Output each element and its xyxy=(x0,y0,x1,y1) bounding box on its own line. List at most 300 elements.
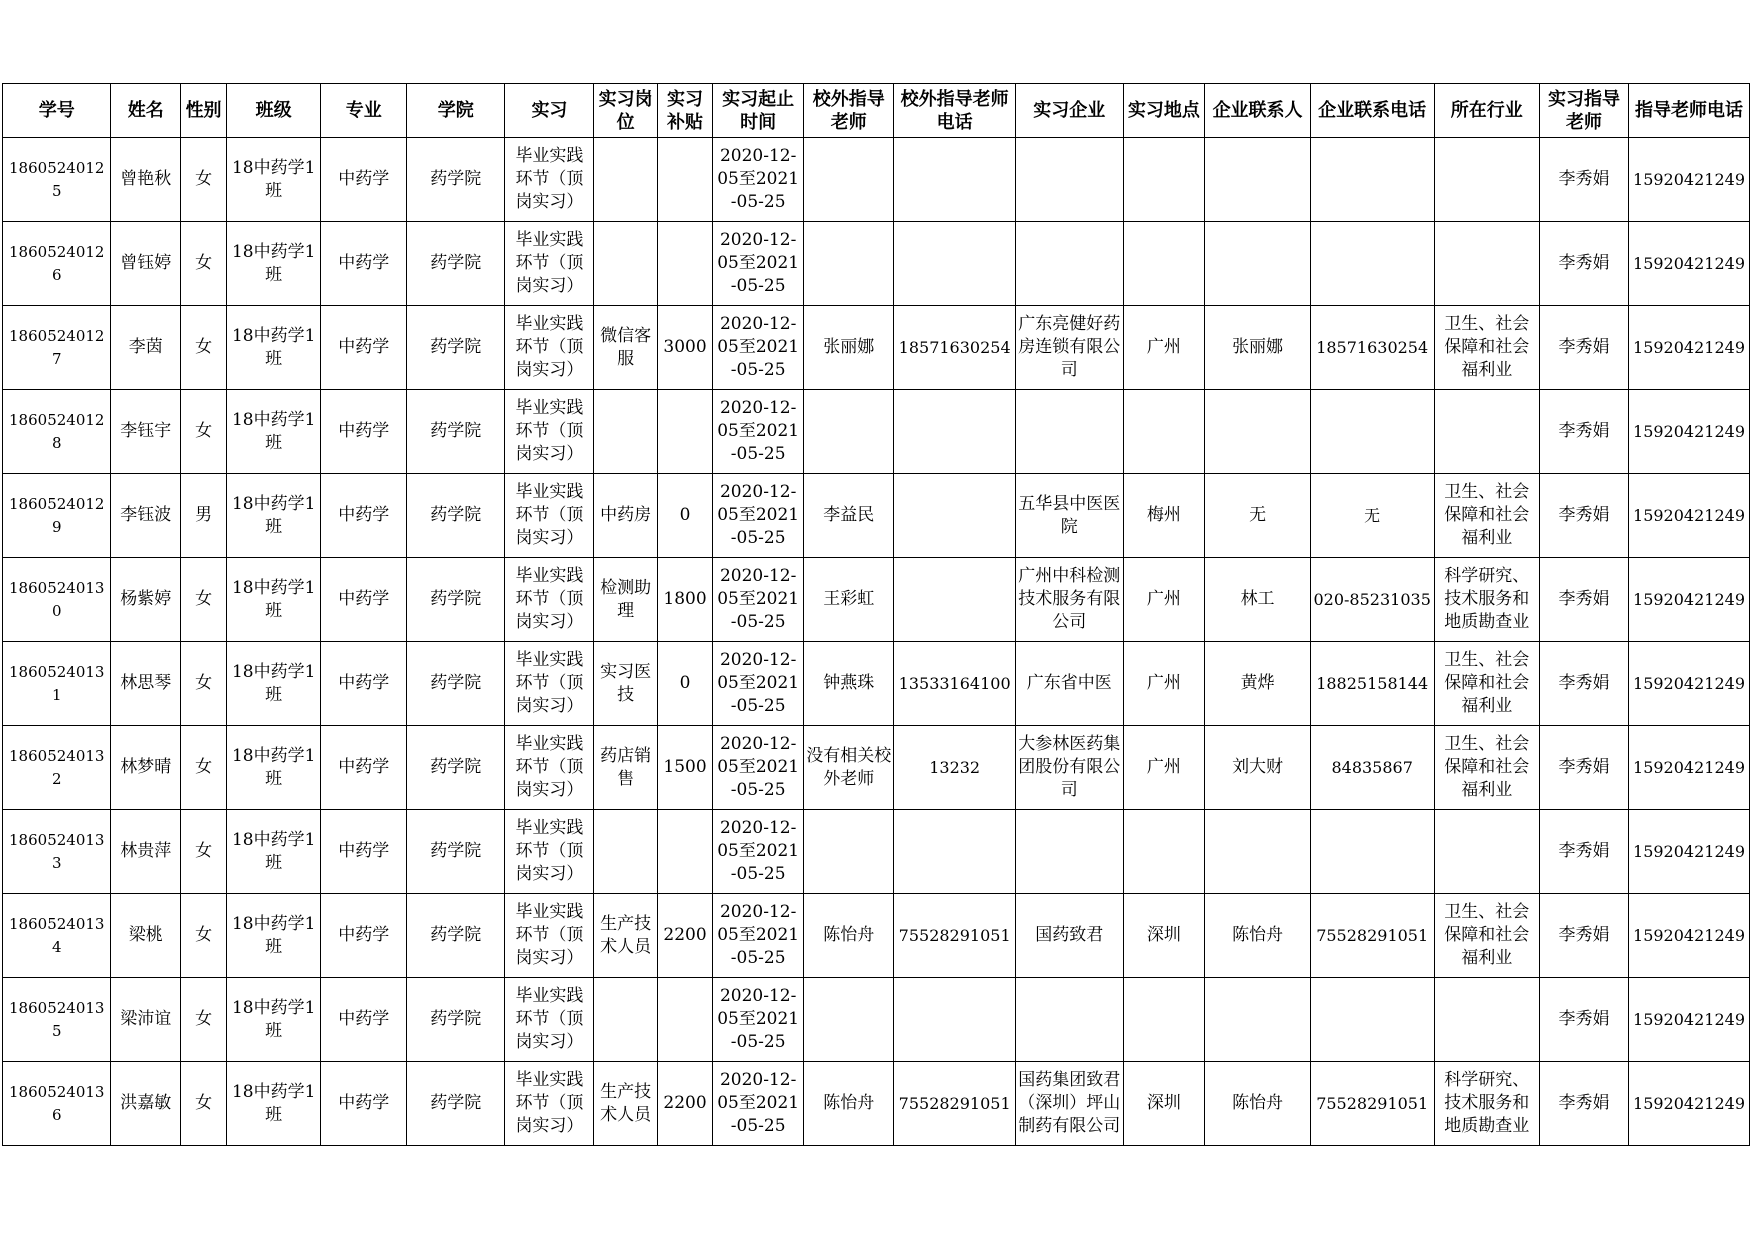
cell-name xyxy=(111,726,181,810)
header-advisor-phone: 指导老师电话 xyxy=(1629,84,1750,138)
cell-text: 2200 xyxy=(663,1093,707,1113)
header-college: 学院 xyxy=(407,84,505,138)
cell-name xyxy=(111,810,181,894)
cell-text: 刘大财 xyxy=(1232,757,1284,777)
cell-text: 18中药学1班 xyxy=(231,157,316,201)
cell-college xyxy=(407,810,505,894)
cell-ext-advisor-phone xyxy=(894,810,1016,894)
cell-text: 75528291051 xyxy=(898,926,1011,945)
cell-position xyxy=(594,978,657,1062)
cell-position xyxy=(594,642,657,726)
cell-advisor-phone xyxy=(1629,978,1750,1062)
cell-period xyxy=(713,474,804,558)
cell-text: 卫生、社会保障和社会福利业 xyxy=(1444,734,1530,800)
cell-ext-advisor-phone xyxy=(894,894,1016,978)
cell-text: 陈怡舟 xyxy=(823,925,875,945)
cell-text: 李秀娟 xyxy=(1558,1093,1610,1113)
cell-text: 18605240136 xyxy=(9,1082,105,1124)
cell-subsidy xyxy=(657,558,712,642)
cell-position xyxy=(594,1062,657,1146)
cell-text: 2020-12-05至2021-05-25 xyxy=(717,566,800,632)
header-position: 实习岗位 xyxy=(594,84,657,138)
cell-contact-phone xyxy=(1310,474,1434,558)
cell-text: 15920421249 xyxy=(1633,1010,1745,1029)
cell-text: 林贵萍 xyxy=(120,841,172,861)
cell-text: 深圳 xyxy=(1146,925,1181,945)
cell-text: 毕业实践环节（顶岗实习） xyxy=(515,1070,584,1136)
cell-college xyxy=(407,390,505,474)
cell-text: 陈怡舟 xyxy=(823,1093,875,1113)
cell-class xyxy=(227,978,321,1062)
cell-text: 18中药学1班 xyxy=(231,493,316,537)
cell-text: 毕业实践环节（顶岗实习） xyxy=(515,986,584,1052)
cell-text: 毕业实践环节（顶岗实习） xyxy=(515,902,584,968)
cell-text: 药学院 xyxy=(430,1093,482,1113)
cell-text: 1500 xyxy=(663,757,707,777)
cell-text: 广东省中医 xyxy=(1026,673,1112,693)
cell-text: 李秀娟 xyxy=(1558,505,1610,525)
cell-gender xyxy=(181,726,227,810)
cell-text: 1800 xyxy=(663,589,707,609)
cell-gender xyxy=(181,138,227,222)
cell-period xyxy=(713,222,804,306)
cell-name xyxy=(111,1062,181,1146)
cell-name xyxy=(111,978,181,1062)
table-row xyxy=(3,726,1750,810)
cell-industry xyxy=(1434,558,1539,642)
cell-text: 2020-12-05至2021-05-25 xyxy=(717,314,800,380)
cell-text: 女 xyxy=(195,673,213,693)
cell-text: 李钰宇 xyxy=(120,421,172,441)
cell-advisor-phone xyxy=(1629,810,1750,894)
cell-gender xyxy=(181,978,227,1062)
cell-company xyxy=(1016,894,1123,978)
cell-period xyxy=(713,558,804,642)
cell-text: 18中药学1班 xyxy=(231,997,316,1041)
cell-industry xyxy=(1434,894,1539,978)
cell-text: 18605240131 xyxy=(9,662,105,704)
cell-text: 李秀娟 xyxy=(1558,589,1610,609)
cell-company xyxy=(1016,222,1123,306)
cell-text: 18605240132 xyxy=(9,746,105,788)
cell-text: 实习医技 xyxy=(600,661,652,705)
internship-table xyxy=(2,83,1750,1146)
cell-college xyxy=(407,726,505,810)
table-row xyxy=(3,138,1750,222)
cell-text: 卫生、社会保障和社会福利业 xyxy=(1444,902,1530,968)
cell-ext-advisor xyxy=(804,390,894,474)
cell-text: 药学院 xyxy=(430,253,482,273)
cell-text: 15920421249 xyxy=(1633,758,1745,777)
cell-class xyxy=(227,474,321,558)
cell-major xyxy=(321,978,407,1062)
cell-period xyxy=(713,306,804,390)
cell-advisor-phone xyxy=(1629,306,1750,390)
cell-text: 药学院 xyxy=(430,589,482,609)
cell-gender xyxy=(181,474,227,558)
cell-company xyxy=(1016,642,1123,726)
cell-text: 15920421249 xyxy=(1633,842,1745,861)
header-gender: 性别 xyxy=(181,84,227,138)
cell-major xyxy=(321,474,407,558)
cell-class xyxy=(227,138,321,222)
cell-internship xyxy=(505,978,594,1062)
cell-text: 检测助理 xyxy=(600,577,652,621)
cell-text: 毕业实践环节（顶岗实习） xyxy=(515,482,584,548)
cell-text: 林梦晴 xyxy=(120,757,172,777)
cell-internship xyxy=(505,390,594,474)
cell-text: 女 xyxy=(195,421,213,441)
cell-text: 中药学 xyxy=(338,337,390,357)
cell-text: 李秀娟 xyxy=(1558,169,1610,189)
cell-text: 李秀娟 xyxy=(1558,337,1610,357)
cell-text: 洪嘉敏 xyxy=(120,1093,172,1113)
cell-text: 李秀娟 xyxy=(1558,841,1610,861)
cell-period xyxy=(713,642,804,726)
cell-text: 女 xyxy=(195,1093,213,1113)
header-contact: 企业联系人 xyxy=(1205,84,1310,138)
cell-college xyxy=(407,306,505,390)
cell-company xyxy=(1016,810,1123,894)
cell-text: 18中药学1班 xyxy=(231,1081,316,1125)
cell-location xyxy=(1123,978,1205,1062)
cell-advisor xyxy=(1540,558,1629,642)
cell-text: 18中药学1班 xyxy=(231,577,316,621)
cell-ext-advisor-phone xyxy=(894,138,1016,222)
cell-text: 药学院 xyxy=(430,1009,482,1029)
cell-major xyxy=(321,390,407,474)
cell-gender xyxy=(181,390,227,474)
cell-student-id xyxy=(3,978,111,1062)
cell-contact xyxy=(1205,558,1310,642)
cell-text: 女 xyxy=(195,253,213,273)
cell-class xyxy=(227,558,321,642)
cell-industry xyxy=(1434,390,1539,474)
cell-location xyxy=(1123,222,1205,306)
cell-text: 毕业实践环节（顶岗实习） xyxy=(515,146,584,212)
header-name: 姓名 xyxy=(111,84,181,138)
cell-text: 18605240129 xyxy=(9,494,105,536)
cell-text: 卫生、社会保障和社会福利业 xyxy=(1444,482,1530,548)
header-location: 实习地点 xyxy=(1123,84,1205,138)
cell-contact-phone xyxy=(1310,894,1434,978)
cell-text: 中药学 xyxy=(338,421,390,441)
cell-subsidy xyxy=(657,306,712,390)
cell-location xyxy=(1123,138,1205,222)
cell-subsidy xyxy=(657,894,712,978)
cell-advisor-phone xyxy=(1629,474,1750,558)
cell-text: 毕业实践环节（顶岗实习） xyxy=(515,230,584,296)
cell-text: 没有相关校外老师 xyxy=(806,745,892,789)
cell-text: 女 xyxy=(195,1009,213,1029)
cell-student-id xyxy=(3,222,111,306)
cell-industry xyxy=(1434,642,1539,726)
cell-position xyxy=(594,138,657,222)
cell-gender xyxy=(181,810,227,894)
table-row xyxy=(3,810,1750,894)
cell-name xyxy=(111,306,181,390)
cell-student-id xyxy=(3,726,111,810)
header-period: 实习起止时间 xyxy=(713,84,804,138)
cell-text: 13232 xyxy=(929,758,981,777)
cell-text: 15920421249 xyxy=(1633,338,1745,357)
cell-contact-phone xyxy=(1310,222,1434,306)
table-row xyxy=(3,474,1750,558)
cell-text: 中药学 xyxy=(338,925,390,945)
cell-industry xyxy=(1434,474,1539,558)
cell-subsidy xyxy=(657,978,712,1062)
cell-industry xyxy=(1434,726,1539,810)
cell-major xyxy=(321,810,407,894)
cell-ext-advisor-phone xyxy=(894,306,1016,390)
cell-text: 15920421249 xyxy=(1633,1094,1745,1113)
cell-ext-advisor xyxy=(804,306,894,390)
cell-college xyxy=(407,558,505,642)
cell-text: 广州 xyxy=(1146,589,1181,609)
cell-text: 2020-12-05至2021-05-25 xyxy=(717,230,800,296)
cell-college xyxy=(407,1062,505,1146)
cell-gender xyxy=(181,306,227,390)
table-row xyxy=(3,894,1750,978)
cell-text: 0 xyxy=(679,505,691,525)
cell-subsidy xyxy=(657,1062,712,1146)
cell-major xyxy=(321,306,407,390)
cell-text: 毕业实践环节（顶岗实习） xyxy=(515,818,584,884)
cell-text: 毕业实践环节（顶岗实习） xyxy=(515,734,584,800)
cell-text: 18605240130 xyxy=(9,578,105,620)
cell-student-id xyxy=(3,894,111,978)
cell-advisor xyxy=(1540,390,1629,474)
cell-subsidy xyxy=(657,642,712,726)
cell-location xyxy=(1123,894,1205,978)
cell-text: 王彩虹 xyxy=(823,589,875,609)
table-row xyxy=(3,978,1750,1062)
cell-internship xyxy=(505,222,594,306)
cell-ext-advisor xyxy=(804,642,894,726)
table-body xyxy=(3,138,1750,1146)
cell-advisor xyxy=(1540,726,1629,810)
cell-position xyxy=(594,726,657,810)
cell-text: 18中药学1班 xyxy=(231,325,316,369)
cell-college xyxy=(407,978,505,1062)
cell-period xyxy=(713,894,804,978)
cell-text: 李秀娟 xyxy=(1558,757,1610,777)
cell-text: 2200 xyxy=(663,925,707,945)
cell-position xyxy=(594,390,657,474)
cell-internship xyxy=(505,894,594,978)
cell-advisor-phone xyxy=(1629,726,1750,810)
cell-text: 中药学 xyxy=(338,169,390,189)
cell-text: 无 xyxy=(1249,505,1267,525)
header-ext-advisor-phone: 校外指导老师电话 xyxy=(894,84,1016,138)
cell-advisor-phone xyxy=(1629,1062,1750,1146)
cell-ext-advisor xyxy=(804,558,894,642)
cell-text: 中药学 xyxy=(338,673,390,693)
cell-company xyxy=(1016,558,1123,642)
cell-text: 中药学 xyxy=(338,505,390,525)
cell-position xyxy=(594,306,657,390)
cell-text: 18605240125 xyxy=(9,158,105,200)
cell-major xyxy=(321,222,407,306)
cell-text: 微信客服 xyxy=(600,325,652,369)
cell-internship xyxy=(505,726,594,810)
cell-text: 18中药学1班 xyxy=(231,409,316,453)
cell-text: 18中药学1班 xyxy=(231,829,316,873)
cell-text: 梅州 xyxy=(1146,505,1181,525)
cell-advisor-phone xyxy=(1629,222,1750,306)
cell-internship xyxy=(505,306,594,390)
cell-class xyxy=(227,390,321,474)
cell-company xyxy=(1016,978,1123,1062)
cell-internship xyxy=(505,558,594,642)
header-company: 实习企业 xyxy=(1016,84,1123,138)
cell-text: 陈怡舟 xyxy=(1232,925,1284,945)
cell-text: 李秀娟 xyxy=(1558,253,1610,273)
cell-advisor-phone xyxy=(1629,390,1750,474)
cell-industry xyxy=(1434,306,1539,390)
cell-ext-advisor xyxy=(804,810,894,894)
cell-text: 药学院 xyxy=(430,169,482,189)
cell-internship xyxy=(505,642,594,726)
cell-company xyxy=(1016,474,1123,558)
cell-text: 18605240126 xyxy=(9,242,105,284)
cell-text: 13533164100 xyxy=(898,674,1011,693)
cell-text: 广州 xyxy=(1146,757,1181,777)
cell-text: 陈怡舟 xyxy=(1232,1093,1284,1113)
cell-subsidy xyxy=(657,726,712,810)
cell-text: 18605240134 xyxy=(9,914,105,956)
cell-text: 18中药学1班 xyxy=(231,913,316,957)
cell-ext-advisor xyxy=(804,474,894,558)
cell-location xyxy=(1123,558,1205,642)
cell-ext-advisor xyxy=(804,726,894,810)
cell-text: 15920421249 xyxy=(1633,590,1745,609)
cell-class xyxy=(227,726,321,810)
cell-gender xyxy=(181,558,227,642)
cell-gender xyxy=(181,642,227,726)
cell-location xyxy=(1123,306,1205,390)
cell-location xyxy=(1123,642,1205,726)
cell-internship xyxy=(505,474,594,558)
cell-text: 020-85231035 xyxy=(1313,590,1431,609)
cell-major xyxy=(321,726,407,810)
cell-text: 毕业实践环节（顶岗实习） xyxy=(515,314,584,380)
cell-contact xyxy=(1205,726,1310,810)
cell-advisor xyxy=(1540,1062,1629,1146)
cell-text: 18中药学1班 xyxy=(231,241,316,285)
cell-ext-advisor xyxy=(804,1062,894,1146)
cell-advisor xyxy=(1540,894,1629,978)
cell-position xyxy=(594,810,657,894)
cell-ext-advisor-phone xyxy=(894,558,1016,642)
table-row xyxy=(3,222,1750,306)
cell-contact xyxy=(1205,306,1310,390)
cell-contact xyxy=(1205,1062,1310,1146)
cell-class xyxy=(227,642,321,726)
cell-subsidy xyxy=(657,222,712,306)
cell-advisor xyxy=(1540,474,1629,558)
cell-ext-advisor-phone xyxy=(894,1062,1016,1146)
cell-contact xyxy=(1205,810,1310,894)
cell-text: 卫生、社会保障和社会福利业 xyxy=(1444,650,1530,716)
cell-ext-advisor xyxy=(804,894,894,978)
cell-text: 毕业实践环节（顶岗实习） xyxy=(515,398,584,464)
cell-text: 药学院 xyxy=(430,925,482,945)
cell-gender xyxy=(181,222,227,306)
cell-text: 生产技术人员 xyxy=(600,1081,652,1125)
cell-text: 张丽娜 xyxy=(823,337,875,357)
cell-company xyxy=(1016,138,1123,222)
cell-text: 李茵 xyxy=(128,337,163,357)
cell-name xyxy=(111,642,181,726)
cell-text: 科学研究、技术服务和地质勘查业 xyxy=(1444,566,1530,632)
table-row xyxy=(3,642,1750,726)
cell-text: 2020-12-05至2021-05-25 xyxy=(717,1070,800,1136)
cell-contact xyxy=(1205,138,1310,222)
cell-text: 药学院 xyxy=(430,337,482,357)
cell-class xyxy=(227,306,321,390)
cell-text: 林工 xyxy=(1240,589,1275,609)
cell-class xyxy=(227,810,321,894)
cell-college xyxy=(407,474,505,558)
table-row xyxy=(3,558,1750,642)
cell-text: 中药学 xyxy=(338,1009,390,1029)
cell-text: 毕业实践环节（顶岗实习） xyxy=(515,650,584,716)
cell-industry xyxy=(1434,138,1539,222)
cell-text: 黄烨 xyxy=(1240,673,1275,693)
cell-location xyxy=(1123,474,1205,558)
cell-industry xyxy=(1434,1062,1539,1146)
cell-student-id xyxy=(3,1062,111,1146)
header-student-id: 学号 xyxy=(3,84,111,138)
cell-class xyxy=(227,1062,321,1146)
cell-ext-advisor-phone xyxy=(894,474,1016,558)
cell-major xyxy=(321,642,407,726)
cell-period xyxy=(713,390,804,474)
cell-text: 李秀娟 xyxy=(1558,1009,1610,1029)
cell-position xyxy=(594,474,657,558)
cell-text: 18605240128 xyxy=(9,410,105,452)
cell-major xyxy=(321,558,407,642)
cell-name xyxy=(111,222,181,306)
cell-location xyxy=(1123,726,1205,810)
cell-text: 大参林医药集团股份有限公司 xyxy=(1018,734,1121,800)
cell-text: 林思琴 xyxy=(120,673,172,693)
cell-contact xyxy=(1205,474,1310,558)
cell-text: 梁沛谊 xyxy=(120,1009,172,1029)
cell-text: 药学院 xyxy=(430,841,482,861)
table-row xyxy=(3,306,1750,390)
cell-text: 75528291051 xyxy=(1316,1094,1429,1113)
header-ext-advisor: 校外指导老师 xyxy=(804,84,894,138)
cell-text: 国药致君 xyxy=(1035,925,1104,945)
cell-text: 18825158144 xyxy=(1316,674,1429,693)
cell-ext-advisor xyxy=(804,222,894,306)
cell-position xyxy=(594,558,657,642)
cell-advisor xyxy=(1540,222,1629,306)
cell-text: 李钰波 xyxy=(120,505,172,525)
cell-contact-phone xyxy=(1310,306,1434,390)
cell-student-id xyxy=(3,642,111,726)
cell-name xyxy=(111,894,181,978)
cell-text: 2020-12-05至2021-05-25 xyxy=(717,986,800,1052)
cell-text: 卫生、社会保障和社会福利业 xyxy=(1444,314,1530,380)
cell-position xyxy=(594,894,657,978)
cell-contact-phone xyxy=(1310,726,1434,810)
cell-contact xyxy=(1205,222,1310,306)
cell-text: 18605240127 xyxy=(9,326,105,368)
header-row xyxy=(3,84,1750,138)
